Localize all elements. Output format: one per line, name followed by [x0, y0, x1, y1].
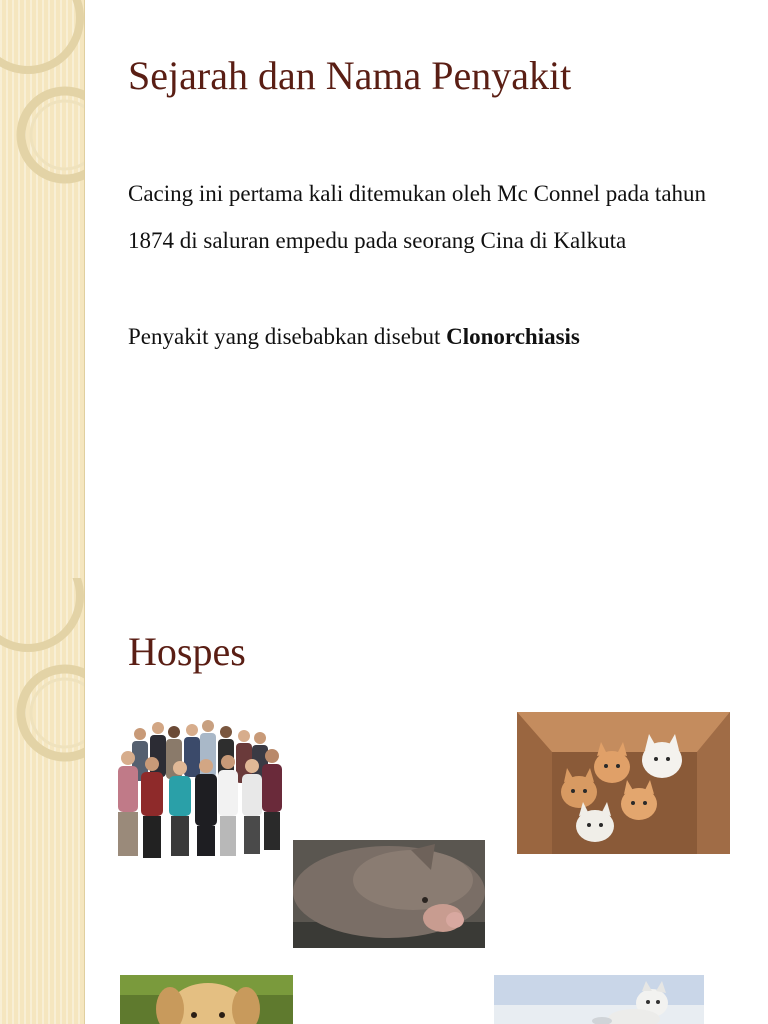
- people-photo: [108, 716, 288, 864]
- slide-hospes: [0, 578, 768, 1024]
- slide-title: Sejarah dan Nama Penyakit: [128, 53, 572, 98]
- disease-label: Penyakit yang disebabkan disebut: [128, 324, 447, 349]
- kittens-photo: [517, 712, 730, 854]
- decorative-side-band: [0, 578, 85, 1024]
- history-paragraph: Cacing ini pertama kali ditemukan oleh Mc Connel pada tahun 1874 di saluran empedu pada seorang Cina di Kalkuta: [128, 181, 707, 253]
- decorative-side-band: [0, 0, 85, 578]
- ring-ornament-icon: [0, 578, 84, 1024]
- disease-name-paragraph: [128, 318, 728, 356]
- slide-title: Hospes: [128, 629, 246, 674]
- disease-name: Clonorchiasis: [446, 324, 580, 349]
- ring-ornament-icon: [0, 0, 84, 578]
- pig-photo: [293, 840, 485, 948]
- dog-photo: [120, 975, 293, 1024]
- white-dog-photo: [494, 975, 704, 1024]
